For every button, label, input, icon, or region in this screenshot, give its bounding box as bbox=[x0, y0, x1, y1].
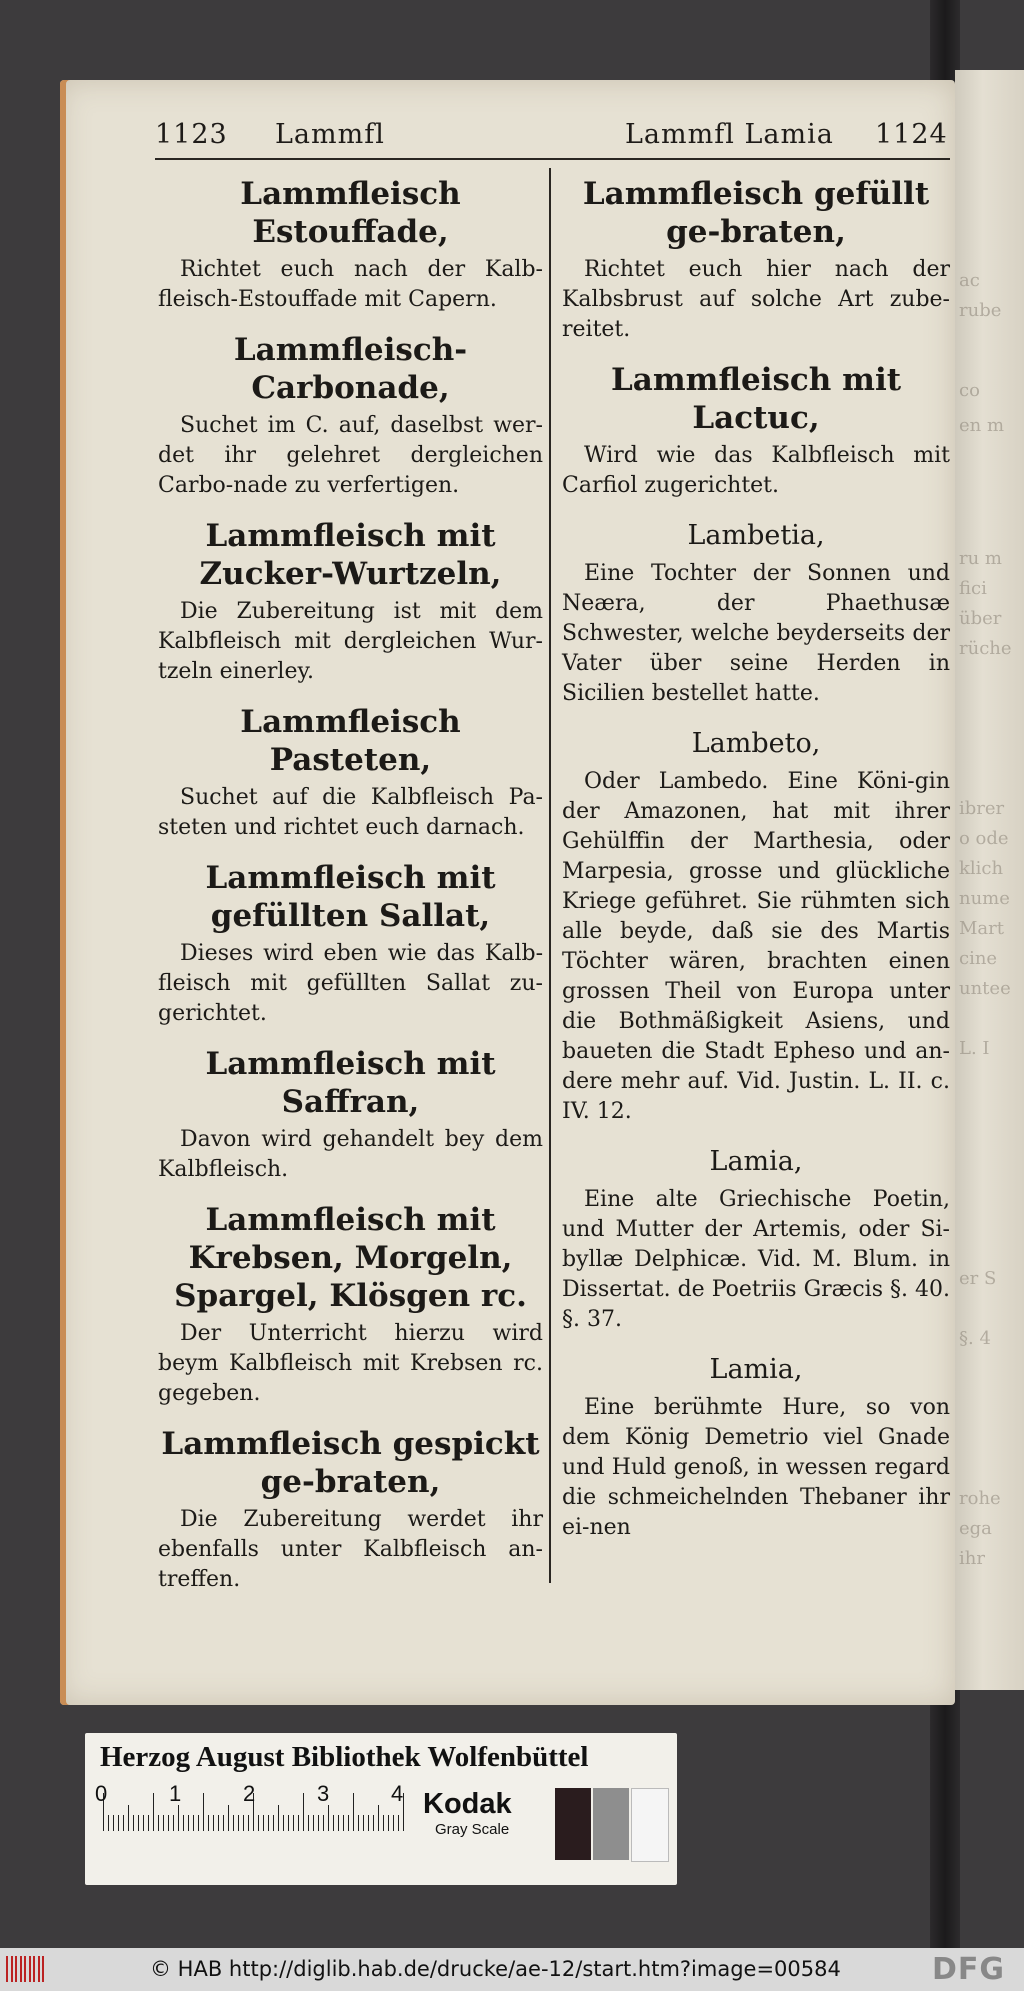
right-column bbox=[562, 175, 950, 1559]
header-rule bbox=[155, 158, 950, 160]
entry-text: Die Zubereitung ist mit dem Kalbfleisch mit dergleichen Wur-tzeln einerley. bbox=[158, 599, 543, 684]
ruler-tick bbox=[293, 1815, 294, 1831]
entry-text: Eine Tochter der Sonnen und Neæra, der Phaethusæ Schwester, welche beyderseits der Vater über seine Herden in Sicilien bestellet hatte. bbox=[562, 561, 950, 706]
entry-text: Eine alte Griechische Poetin, und Mutter der Artemis, oder Si-byllæ Delphicæ. Vid. M. Blum. in Dissertat. de Poetriis Græcis §. 40. §. 37. bbox=[562, 1187, 950, 1332]
entry-heading: Lammfleisch mit Krebsen, Morgeln, Spargel, Klösgen rc. bbox=[174, 1202, 527, 1314]
ruler-number: 0 bbox=[95, 1781, 108, 1806]
ruler-tick bbox=[168, 1815, 169, 1831]
entry-heading: Lammfleisch gespickt ge-braten, bbox=[161, 1426, 540, 1500]
ruler-number: 3 bbox=[317, 1781, 330, 1806]
entry bbox=[158, 703, 543, 843]
barcode-stripe bbox=[6, 1956, 8, 1982]
entry-text: Dieses wird eben wie das Kalb-fleisch mit gefüllten Sallat zu-gerichtet. bbox=[158, 941, 543, 1026]
entry-text: Suchet auf die Kalbfleisch Pa-steten und richtet euch darnach. bbox=[158, 785, 543, 840]
barcode-stripe bbox=[38, 1956, 40, 1982]
ruler-tick bbox=[118, 1815, 119, 1831]
ruler-tick bbox=[208, 1815, 209, 1831]
ruler-tick bbox=[278, 1805, 279, 1831]
ruler-tick bbox=[203, 1793, 204, 1831]
ruler-tick bbox=[138, 1815, 139, 1831]
ruler-tick bbox=[198, 1815, 199, 1831]
ruler-tick bbox=[173, 1815, 174, 1831]
barcode-stripe bbox=[42, 1956, 44, 1982]
barcode-stripe bbox=[11, 1956, 13, 1982]
entry bbox=[562, 175, 950, 345]
ruler-number: 2 bbox=[243, 1781, 256, 1806]
entry bbox=[562, 517, 950, 709]
entry-text: Davon wird gehandelt bey dem Kalbfleisch. bbox=[158, 1127, 543, 1182]
ruler-tick bbox=[338, 1815, 339, 1831]
entry bbox=[158, 1201, 543, 1409]
ruler-tick bbox=[163, 1815, 164, 1831]
entry-heading: Lammfleisch Estouffade, bbox=[240, 176, 461, 250]
dfg-logo: DFG bbox=[932, 1952, 1006, 1987]
entry-text: Suchet im C. auf, daselbst wer-det ihr gelehret dergleichen Carbo-nade zu verfertigen. bbox=[158, 413, 543, 498]
barcode-stripe bbox=[29, 1956, 31, 1982]
left-keyword: Lammfl bbox=[275, 119, 385, 150]
ruler-tick bbox=[393, 1815, 394, 1831]
ruler-tick bbox=[363, 1815, 364, 1831]
ruler-tick bbox=[308, 1815, 309, 1831]
ruler-tick bbox=[378, 1805, 379, 1831]
entry-text: Richtet euch hier nach der Kalbsbrust auf solche Art zube-reitet. bbox=[562, 257, 950, 342]
entry-heading: Lammfleisch mit Lactuc, bbox=[610, 362, 902, 436]
entry-heading: Lamia, bbox=[709, 1146, 803, 1177]
ruler-tick bbox=[398, 1815, 399, 1831]
entry bbox=[562, 1143, 950, 1335]
gray-patch-light bbox=[631, 1788, 669, 1862]
ruler-tick bbox=[283, 1815, 284, 1831]
ruler-tick bbox=[333, 1815, 334, 1831]
ruler-tick bbox=[218, 1815, 219, 1831]
entry-text: Eine berühmte Hure, so von dem König Demetrio viel Gnade und Huld genoß, in wessen regard die schmeichelnden Thebaner ihr ei-nen bbox=[562, 1395, 950, 1540]
entry-text: Der Unterricht hierzu wird beym Kalbfleisch mit Krebsen rc. gegeben. bbox=[158, 1321, 543, 1406]
ruler-tick bbox=[153, 1793, 154, 1831]
gray-patch-dark bbox=[555, 1788, 591, 1860]
chart-title: Herzog August Bibliothek Wolfenbüttel bbox=[100, 1741, 589, 1773]
entry-text: Oder Lambedo. Eine Köni-gin der Amazonen, hat mit ihrer Gehülffin der Marthesia, oder Marpesia, grosse und glückliche Kriege geführet. Sie rühmten sich alle beyde, daß sie des Martis Töchter wären, brachten einen grossen Theil von Europa unter die Bothmäßigkeit Asiens, und baueten die Stadt Epheso und an-dere mehr auf. Vid. Justin. L. II. c. IV. 12. bbox=[562, 769, 950, 1124]
ruler-tick bbox=[128, 1805, 129, 1831]
entry-heading: Lamia, bbox=[709, 1354, 803, 1385]
entry-heading: Lammfleisch mit Saffran, bbox=[205, 1046, 496, 1120]
source-url[interactable]: © HAB http://diglib.hab.de/drucke/ae-12/start.htm?image=00584 bbox=[150, 1957, 841, 1981]
left-page-number: 1123 bbox=[155, 119, 228, 150]
gray-scale-label: Gray Scale bbox=[435, 1821, 510, 1838]
ruler-number: 4 bbox=[391, 1781, 404, 1806]
ruler-tick bbox=[388, 1815, 389, 1831]
footer-bar bbox=[0, 1948, 1024, 1991]
gray-patch-mid bbox=[593, 1788, 629, 1860]
column-rule bbox=[549, 168, 551, 1583]
running-head bbox=[95, 115, 950, 157]
ruler-tick bbox=[148, 1815, 149, 1831]
ruler-tick bbox=[113, 1815, 114, 1831]
ruler-tick bbox=[123, 1815, 124, 1831]
ruler-tick bbox=[348, 1815, 349, 1831]
entry bbox=[158, 1045, 543, 1185]
barcode-stripe bbox=[20, 1956, 22, 1982]
ruler-tick bbox=[213, 1815, 214, 1831]
entry bbox=[562, 1351, 950, 1543]
right-keyword: Lammfl Lamia bbox=[625, 119, 834, 150]
ruler-tick bbox=[303, 1793, 304, 1831]
ruler-tick bbox=[158, 1815, 159, 1831]
entry bbox=[158, 859, 543, 1029]
barcode-stripe bbox=[33, 1956, 35, 1982]
entry bbox=[562, 361, 950, 501]
entry-heading: Lammfleisch mit Zucker-Wurtzeln, bbox=[199, 518, 502, 592]
ruler-tick bbox=[358, 1815, 359, 1831]
right-page-number: 1124 bbox=[875, 119, 948, 150]
entry-text: Wird wie das Kalbfleisch mit Carfiol zugerichtet. bbox=[562, 443, 950, 498]
ruler-tick bbox=[258, 1815, 259, 1831]
ruler-tick bbox=[228, 1805, 229, 1831]
ruler-tick bbox=[238, 1815, 239, 1831]
ruler-tick bbox=[373, 1815, 374, 1831]
entry-heading: Lammfleisch mit gefüllten Sallat, bbox=[205, 860, 496, 934]
ruler-tick bbox=[133, 1815, 134, 1831]
barcode-stripe bbox=[15, 1956, 17, 1982]
ruler-tick bbox=[263, 1815, 264, 1831]
ruler-tick bbox=[298, 1815, 299, 1831]
entry-text: Die Zubereitung werdet ihr ebenfalls unter Kalbfleisch an-treffen. bbox=[158, 1507, 543, 1592]
ruler-tick bbox=[343, 1815, 344, 1831]
barcode-icon bbox=[6, 1956, 48, 1982]
ruler-tick bbox=[233, 1815, 234, 1831]
left-column bbox=[158, 175, 543, 1611]
entry-heading: Lammfleisch-Carbonade, bbox=[233, 332, 468, 406]
entry bbox=[158, 517, 543, 687]
ruler-tick bbox=[383, 1815, 384, 1831]
ruler-tick bbox=[183, 1815, 184, 1831]
ruler-tick bbox=[273, 1815, 274, 1831]
entry-heading: Lambetia, bbox=[687, 520, 825, 551]
entry bbox=[562, 725, 950, 1127]
entry-heading: Lammfleisch gefüllt ge-braten, bbox=[582, 176, 930, 250]
ruler-tick bbox=[143, 1815, 144, 1831]
entry-heading: Lambeto, bbox=[691, 728, 821, 759]
ruler-tick bbox=[223, 1815, 224, 1831]
ruler-tick bbox=[288, 1815, 289, 1831]
entry bbox=[158, 331, 543, 501]
ruler-tick bbox=[178, 1805, 179, 1831]
ruler-tick bbox=[328, 1805, 329, 1831]
ruler-tick bbox=[248, 1815, 249, 1831]
ruler-tick bbox=[323, 1815, 324, 1831]
color-calibration-chart bbox=[85, 1733, 677, 1885]
ruler-tick bbox=[188, 1815, 189, 1831]
ruler-tick bbox=[193, 1815, 194, 1831]
ruler-tick bbox=[318, 1815, 319, 1831]
ruler-tick bbox=[243, 1815, 244, 1831]
ruler-tick bbox=[268, 1815, 269, 1831]
entry-text: Richtet euch nach der Kalb-fleisch-Estouffade mit Capern. bbox=[158, 257, 543, 312]
entry bbox=[158, 175, 543, 315]
ruler-tick bbox=[108, 1815, 109, 1831]
barcode-stripe bbox=[24, 1956, 26, 1982]
ruler-number: 1 bbox=[169, 1781, 182, 1806]
kodak-logo: Kodak bbox=[423, 1788, 512, 1820]
entry bbox=[158, 1425, 543, 1595]
next-page-edge: ac rube co en m ru m fici über rüche ibrer o ode klich nume Mart cine untee L. I er S §. 4 rohe ega ihr bbox=[955, 70, 1024, 1690]
entry-heading: Lammfleisch Pasteten, bbox=[240, 704, 461, 778]
ruler-tick bbox=[313, 1815, 314, 1831]
ruler-tick bbox=[353, 1793, 354, 1831]
ruler-tick bbox=[368, 1815, 369, 1831]
